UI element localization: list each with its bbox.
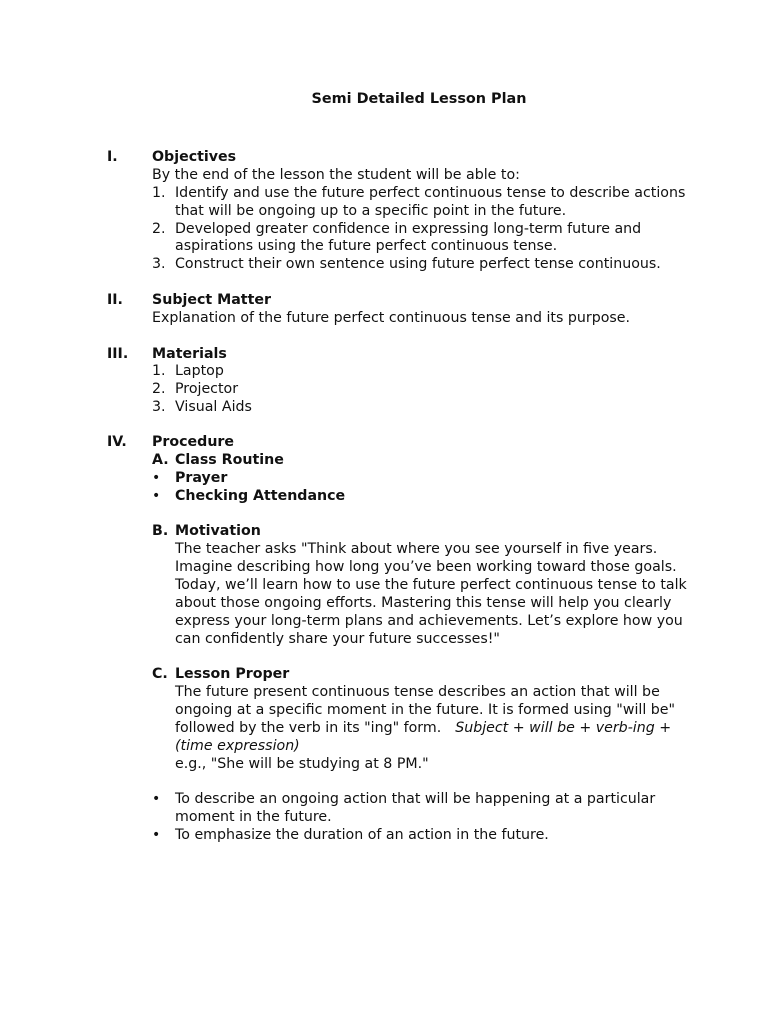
subsection-letter: B.	[152, 523, 169, 539]
subsection-letter: C.	[152, 666, 168, 682]
motivation-line: express your long-term plans and achievements. Let’s explore how you	[175, 613, 683, 629]
section-heading-materials: Materials	[152, 346, 227, 362]
objective-text-line: Identify and use the future perfect continuous tense to describe actions	[175, 185, 686, 201]
lesson-line-plain: followed by the verb in its "ing" form.	[175, 720, 442, 736]
motivation-line: Imagine describing how long you’ve been working toward those goals.	[175, 559, 677, 575]
motivation-line: The teacher asks "Think about where you see yourself in five years.	[175, 541, 658, 557]
lesson-line: The future present continuous tense describes an action that will be	[175, 684, 660, 700]
objective-text-line: Construct their own sentence using future perfect tense continuous.	[175, 256, 661, 272]
subsection-letter: A.	[152, 452, 169, 468]
material-item: Laptop	[175, 363, 224, 379]
objective-number: 2.	[152, 221, 166, 237]
objective-number: 3.	[152, 256, 166, 272]
purpose-line: moment in the future.	[175, 809, 332, 825]
formula-text: Subject + will be + verb-ing +	[455, 720, 672, 736]
objective-text-line: aspirations using the future perfect continuous tense.	[175, 238, 558, 254]
lesson-line	[175, 719, 671, 737]
material-item: Projector	[175, 381, 239, 397]
routine-item: Checking Attendance	[175, 488, 346, 504]
objective-text-line: that will be ongoing up to a specific point in the future.	[175, 203, 567, 219]
subsection-heading-lesson-proper: Lesson Proper	[175, 666, 290, 682]
subsection-heading-class-routine: Class Routine	[175, 452, 284, 468]
routine-item: Prayer	[175, 470, 228, 486]
section-numeral-materials: III.	[107, 346, 129, 362]
section-heading-subject-matter: Subject Matter	[152, 292, 271, 308]
bullet-dot: •	[152, 827, 161, 843]
formula-text-continued: (time expression)	[175, 738, 300, 754]
lesson-line: ongoing at a specific moment in the future. It is formed using "will be"	[175, 702, 676, 718]
subsection-heading-motivation: Motivation	[175, 523, 261, 539]
example-sentence: e.g., "She will be studying at 8 PM."	[175, 756, 429, 772]
section-heading-objectives: Objectives	[152, 149, 237, 165]
objective-text-line: Developed greater confidence in expressing long-term future and	[175, 221, 642, 237]
bullet-dot: •	[152, 470, 161, 486]
purpose-line: To describe an ongoing action that will be happening at a particular	[175, 791, 656, 807]
objectives-intro: By the end of the lesson the student will be able to:	[152, 167, 520, 183]
material-number: 1.	[152, 363, 166, 379]
bullet-dot: •	[152, 488, 161, 504]
section-numeral-procedure: IV.	[107, 434, 127, 450]
motivation-line: can confidently share your future successes!"	[175, 631, 500, 647]
subject-matter-text: Explanation of the future perfect continuous tense and its purpose.	[152, 310, 631, 326]
material-number: 3.	[152, 399, 166, 415]
section-numeral-subject-matter: II.	[107, 292, 123, 308]
motivation-line: Today, we’ll learn how to use the future perfect continuous tense to talk	[175, 577, 687, 593]
motivation-line: about those ongoing efforts. Mastering this tense will help you clearly	[175, 595, 672, 611]
objective-number: 1.	[152, 185, 166, 201]
section-heading-procedure: Procedure	[152, 434, 235, 450]
material-item: Visual Aids	[175, 399, 252, 415]
bullet-dot: •	[152, 791, 161, 807]
purpose-line: To emphasize the duration of an action in the future.	[175, 827, 549, 843]
document-title: Semi Detailed Lesson Plan	[311, 91, 527, 107]
material-number: 2.	[152, 381, 166, 397]
section-numeral-objectives: I.	[107, 149, 118, 165]
